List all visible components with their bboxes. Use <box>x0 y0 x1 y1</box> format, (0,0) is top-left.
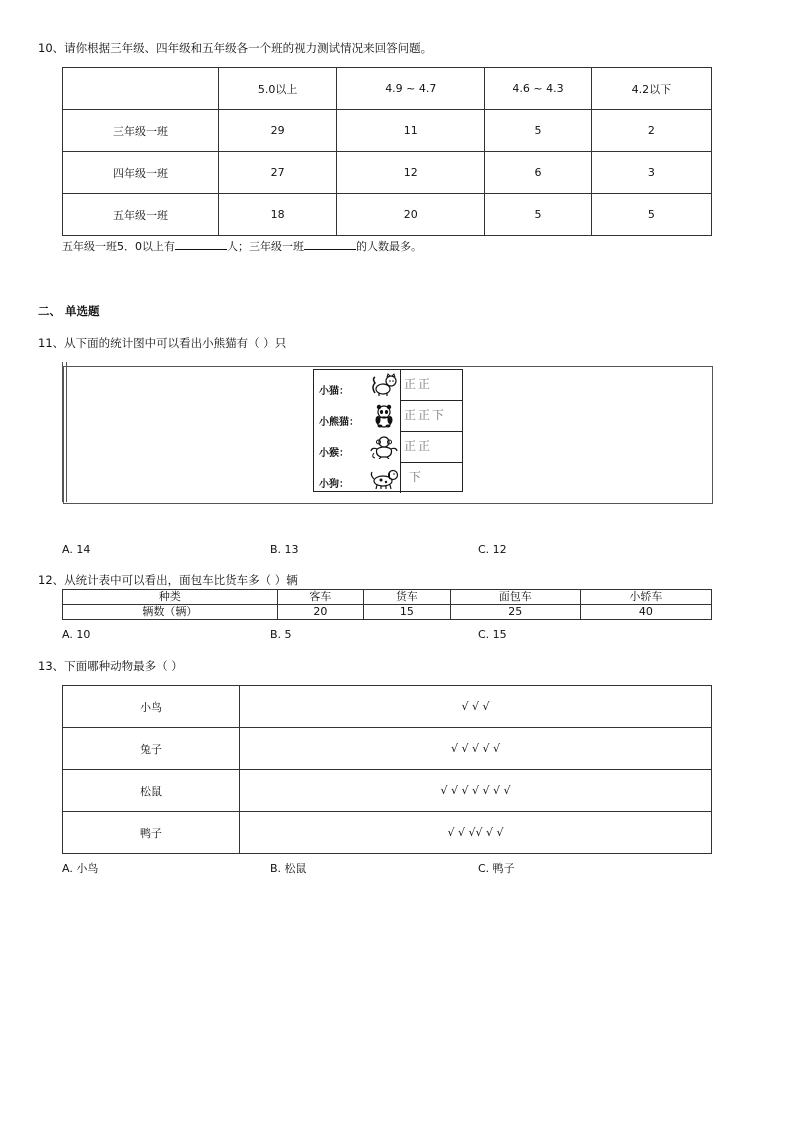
question-13-title: 13、下面哪种动物最多（ ） <box>38 659 183 673</box>
tally-label: 小猴： <box>319 448 349 459</box>
fill-in-sentence <box>62 238 422 254</box>
tally-row <box>314 463 462 493</box>
table-cell: 20 <box>277 605 363 620</box>
fill-text: 五年级一班5．0以上有 <box>62 240 175 253</box>
row-label: 鸭子 <box>63 812 240 854</box>
table-header-cell: 小轿车 <box>580 590 711 605</box>
option-a[interactable]: A. 小鸟 <box>62 862 99 875</box>
option-c[interactable]: C. 15 <box>478 628 507 641</box>
tally-marks: 正正 <box>404 439 433 453</box>
option-b[interactable]: B. 5 <box>270 628 292 641</box>
cat-icon <box>369 373 399 397</box>
table-row <box>63 152 712 194</box>
row-label: 三年级一班 <box>63 110 219 152</box>
table-cell: 20 <box>337 194 485 236</box>
table-header-row <box>63 68 712 110</box>
vision-test-table <box>62 67 712 236</box>
table-cell: 40 <box>580 605 711 620</box>
tally-marks: 正正 <box>404 377 433 391</box>
table-cell: 2 <box>591 110 711 152</box>
option-b[interactable]: B. 松鼠 <box>270 862 307 875</box>
fill-text: 的人数最多。 <box>356 240 422 253</box>
table-cell: 5 <box>485 110 591 152</box>
fill-text: 人；三年级一班 <box>227 240 304 253</box>
option-c[interactable]: C. 12 <box>478 543 507 556</box>
table-row <box>63 686 712 728</box>
table-header-cell: 客车 <box>277 590 363 605</box>
row-label: 辆数（辆） <box>63 605 278 620</box>
table-cell: 25 <box>450 605 580 620</box>
vehicle-table <box>62 589 712 620</box>
panda-icon <box>369 404 399 428</box>
table-cell: 18 <box>218 194 336 236</box>
dog-icon <box>369 466 399 490</box>
section-title: 二、 单选题 <box>38 304 100 318</box>
table-cell: 5 <box>591 194 711 236</box>
table-header-cell: 4.6 ~ 4.3 <box>485 68 591 110</box>
table-header-row <box>63 590 712 605</box>
divider <box>400 401 401 431</box>
frame-edge <box>62 362 67 502</box>
row-label: 四年级一班 <box>63 152 219 194</box>
table-cell: 11 <box>337 110 485 152</box>
row-label: 兔子 <box>63 728 240 770</box>
table-row <box>63 812 712 854</box>
answer-blank-1[interactable] <box>175 239 227 250</box>
check-marks: √ √ √√ √ √ <box>240 812 712 854</box>
table-cell: 5 <box>485 194 591 236</box>
tally-label: 小狗： <box>319 479 349 490</box>
table-row <box>63 194 712 236</box>
answer-blank-2[interactable] <box>304 239 356 250</box>
table-header-cell: 货车 <box>364 590 450 605</box>
tally-label: 小熊猫： <box>319 417 359 428</box>
table-cell: 3 <box>591 152 711 194</box>
question-12-title: 12、从统计表中可以看出，面包车比货车多（ ）辆 <box>38 573 298 587</box>
table-header-cell: 5.0以上 <box>218 68 336 110</box>
table-header-cell: 4.9 ~ 4.7 <box>337 68 485 110</box>
table-cell: 29 <box>218 110 336 152</box>
table-cell: 12 <box>337 152 485 194</box>
table-header-cell: 面包车 <box>450 590 580 605</box>
tally-row <box>314 370 462 400</box>
row-label: 小鸟 <box>63 686 240 728</box>
animal-table <box>62 685 712 854</box>
tally-label: 小猫： <box>319 386 349 397</box>
tally-row <box>314 432 462 462</box>
option-c[interactable]: C. 鸭子 <box>478 862 515 875</box>
row-label: 五年级一班 <box>63 194 219 236</box>
table-row <box>63 605 712 620</box>
question-10-title: 10、请你根据三年级、四年级和五年级各一个班的视力测试情况来回答问题。 <box>38 41 433 55</box>
row-label: 松鼠 <box>63 770 240 812</box>
option-a[interactable]: A. 10 <box>62 628 91 641</box>
table-row <box>63 770 712 812</box>
table-cell: 27 <box>218 152 336 194</box>
divider <box>400 463 401 493</box>
table-row <box>63 110 712 152</box>
table-header-cell <box>63 68 219 110</box>
table-row <box>63 728 712 770</box>
check-marks: √ √ √ √ √ <box>240 728 712 770</box>
table-cell: 15 <box>364 605 450 620</box>
check-marks: √ √ √ √ √ √ √ <box>240 770 712 812</box>
tally-row <box>314 401 462 431</box>
table-cell: 6 <box>485 152 591 194</box>
divider <box>400 432 401 462</box>
tally-marks: 下 <box>409 470 424 484</box>
table-header-cell: 4.2以下 <box>591 68 711 110</box>
check-marks: √ √ √ <box>240 686 712 728</box>
option-a[interactable]: A. 14 <box>62 543 91 556</box>
option-b[interactable]: B. 13 <box>270 543 299 556</box>
table-header-cell: 种类 <box>63 590 278 605</box>
divider <box>400 370 401 400</box>
tally-marks: 正正下 <box>404 408 447 422</box>
tally-chart <box>313 369 463 492</box>
monkey-icon <box>369 435 399 459</box>
question-11-title: 11、从下面的统计图中可以看出小熊猫有（ ）只 <box>38 336 287 350</box>
